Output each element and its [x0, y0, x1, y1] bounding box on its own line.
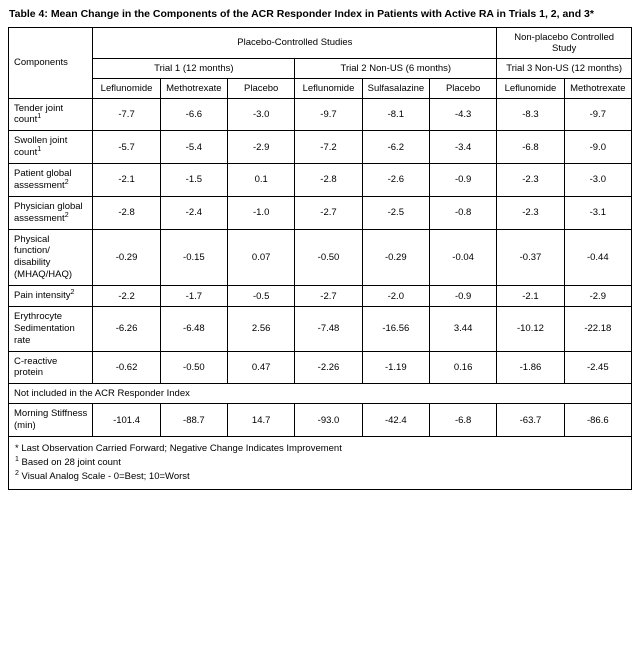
cell: -2.45 — [564, 351, 631, 384]
cell: -2.4 — [160, 196, 227, 229]
header-group-placebo: Placebo-Controlled Studies — [93, 27, 497, 58]
cell: -2.7 — [295, 196, 362, 229]
cell: -10.12 — [497, 306, 564, 351]
cell: -16.56 — [362, 306, 429, 351]
table-row — [9, 98, 632, 131]
cell: -2.9 — [564, 286, 631, 307]
cell: -1.19 — [362, 351, 429, 384]
cell: 0.47 — [228, 351, 295, 384]
cell: -0.8 — [429, 196, 496, 229]
table-header-row-groups — [9, 27, 632, 58]
cell: 0.1 — [228, 164, 295, 197]
cell: -3.0 — [228, 98, 295, 131]
cell: -2.7 — [295, 286, 362, 307]
col-header-2: Placebo — [228, 78, 295, 98]
cell: -6.2 — [362, 131, 429, 164]
cell: -2.1 — [497, 286, 564, 307]
cell: -6.48 — [160, 306, 227, 351]
table-row — [9, 229, 632, 286]
col-header-5: Placebo — [429, 78, 496, 98]
cell: -1.0 — [228, 196, 295, 229]
row-label: Morning Stiffness (min) — [9, 404, 93, 437]
header-components: Components — [9, 27, 93, 98]
footnote-1: $^1$ Based on 28 joint count — [15, 455, 121, 468]
cell: -9.0 — [564, 131, 631, 164]
table-row — [9, 286, 632, 307]
row-label: Physical function/ disability (MHAQ/HAQ) — [9, 229, 93, 286]
cell: -3.1 — [564, 196, 631, 229]
cell: -22.18 — [564, 306, 631, 351]
cell: -9.7 — [295, 98, 362, 131]
table-row — [9, 196, 632, 229]
cell: -63.7 — [497, 404, 564, 437]
table-row — [9, 164, 632, 197]
cell: -2.0 — [362, 286, 429, 307]
row-label: Patient global assessment$^2$ — [9, 164, 93, 197]
header-trial-1: Trial 1 (12 months) — [93, 58, 295, 78]
cell: -1.5 — [160, 164, 227, 197]
table-caption: Table 4: Mean Change in the Components of the ACR Responder Index in Patients with Active RA in Trials 1, 2, and 3* — [9, 8, 594, 20]
col-header-4: Sulfasalazine — [362, 78, 429, 98]
cell: -88.7 — [160, 404, 227, 437]
cell: 0.16 — [429, 351, 496, 384]
cell: -7.48 — [295, 306, 362, 351]
cell: -0.9 — [429, 164, 496, 197]
cell: -2.8 — [295, 164, 362, 197]
row-label: Physician global assessment$^2$ — [9, 196, 93, 229]
cell: -6.6 — [160, 98, 227, 131]
col-header-7: Methotrexate — [564, 78, 631, 98]
cell: -2.8 — [93, 196, 160, 229]
cell: -2.6 — [362, 164, 429, 197]
table-header-row-columns — [9, 78, 632, 98]
cell: -8.3 — [497, 98, 564, 131]
cell: -2.5 — [362, 196, 429, 229]
footnote-star: * Last Observation Carried Forward; Negative Change Indicates Improvement — [15, 443, 342, 455]
table-row — [9, 306, 632, 351]
section-note: Not included in the ACR Responder Index — [9, 384, 632, 404]
cell: -0.29 — [93, 229, 160, 286]
table-footnotes — [8, 437, 632, 490]
footnote-2: $^2$ Visual Analog Scale - 0=Best; 10=Worst — [15, 469, 190, 482]
cell: -6.8 — [497, 131, 564, 164]
cell: -0.44 — [564, 229, 631, 286]
row-label: C-reactive protein — [9, 351, 93, 384]
cell: -0.29 — [362, 229, 429, 286]
row-label: Erythrocyte Sedimentation rate — [9, 306, 93, 351]
acr-responder-table — [8, 27, 632, 438]
header-group-nonplacebo: Non-placebo Controlled Study — [497, 27, 632, 58]
cell: 2.56 — [228, 306, 295, 351]
cell: -0.15 — [160, 229, 227, 286]
cell: -0.9 — [429, 286, 496, 307]
col-header-6: Leflunomide — [497, 78, 564, 98]
cell: 3.44 — [429, 306, 496, 351]
cell: -0.50 — [295, 229, 362, 286]
cell: -2.26 — [295, 351, 362, 384]
cell: -42.4 — [362, 404, 429, 437]
table-row — [9, 351, 632, 384]
cell: -6.8 — [429, 404, 496, 437]
cell: 14.7 — [228, 404, 295, 437]
cell: -0.62 — [93, 351, 160, 384]
cell: -7.2 — [295, 131, 362, 164]
cell: -2.1 — [93, 164, 160, 197]
cell: -5.7 — [93, 131, 160, 164]
cell: -1.7 — [160, 286, 227, 307]
cell: -7.7 — [93, 98, 160, 131]
row-label: Tender joint count$^1$ — [9, 98, 93, 131]
table-row — [9, 404, 632, 437]
row-label: Swollen joint count$^1$ — [9, 131, 93, 164]
cell: -86.6 — [564, 404, 631, 437]
header-trial-3: Trial 3 Non-US (12 months) — [497, 58, 632, 78]
cell: -101.4 — [93, 404, 160, 437]
cell: -3.0 — [564, 164, 631, 197]
row-label: Pain intensity$^2$ — [9, 286, 93, 307]
cell: -4.3 — [429, 98, 496, 131]
cell: -0.5 — [228, 286, 295, 307]
cell: -5.4 — [160, 131, 227, 164]
cell: -0.50 — [160, 351, 227, 384]
section-note-row — [9, 384, 632, 404]
col-header-1: Methotrexate — [160, 78, 227, 98]
cell: 0.07 — [228, 229, 295, 286]
cell: -93.0 — [295, 404, 362, 437]
cell: -0.04 — [429, 229, 496, 286]
cell: -6.26 — [93, 306, 160, 351]
cell: -8.1 — [362, 98, 429, 131]
col-header-3: Leflunomide — [295, 78, 362, 98]
cell: -2.9 — [228, 131, 295, 164]
cell: -2.3 — [497, 164, 564, 197]
cell: -9.7 — [564, 98, 631, 131]
table-header-row-trials — [9, 58, 632, 78]
cell: -3.4 — [429, 131, 496, 164]
table-row — [9, 131, 632, 164]
col-header-0: Leflunomide — [93, 78, 160, 98]
cell: -0.37 — [497, 229, 564, 286]
header-trial-2: Trial 2 Non-US (6 months) — [295, 58, 497, 78]
cell: -2.2 — [93, 286, 160, 307]
cell: -2.3 — [497, 196, 564, 229]
cell: -1.86 — [497, 351, 564, 384]
